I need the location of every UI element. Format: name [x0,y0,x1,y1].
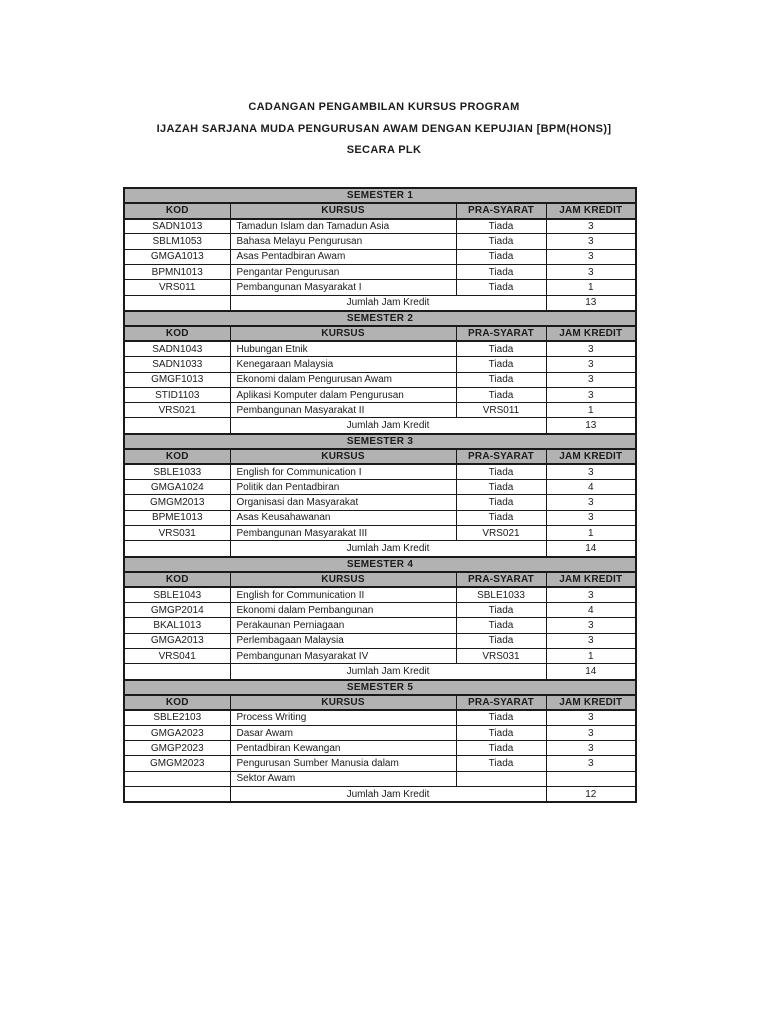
semester-header-row [124,311,636,326]
course-prerequisite: Tiada [456,603,546,618]
course-code: VRS031 [124,526,230,541]
course-credit: 3 [546,249,636,264]
total-label: Jumlah Jam Kredit [230,418,546,434]
course-name: Asas Keusahawanan [230,510,456,525]
course-credit: 3 [546,725,636,740]
semester-header-row [124,557,636,572]
course-row [124,725,636,740]
course-code: SBLM1053 [124,234,230,249]
course-prerequisite: Tiada [456,756,546,771]
course-credit: 1 [546,648,636,663]
course-row [124,771,636,786]
course-row [124,633,636,648]
column-header-row [124,326,636,341]
column-header-kod: KOD [124,695,230,710]
course-code: SADN1033 [124,357,230,372]
course-prerequisite: Tiada [456,357,546,372]
course-prerequisite: Tiada [456,219,546,234]
course-prerequisite: Tiada [456,234,546,249]
semester-title: SEMESTER 5 [124,680,636,695]
course-code: SBLE1043 [124,587,230,602]
course-name: Pembangunan Masyarakat IV [230,648,456,663]
course-row [124,648,636,663]
course-credit: 3 [546,234,636,249]
course-prerequisite: Tiada [456,725,546,740]
column-header-kursus: KURSUS [230,695,456,710]
course-row [124,264,636,279]
total-value: 12 [546,787,636,803]
course-row [124,357,636,372]
course-code: GMGA2023 [124,725,230,740]
course-credit: 3 [546,357,636,372]
course-code: SADN1013 [124,219,230,234]
course-code: SBLE1033 [124,464,230,479]
total-label: Jumlah Jam Kredit [230,787,546,803]
total-value: 14 [546,541,636,557]
column-header-kursus: KURSUS [230,203,456,218]
column-header-kursus: KURSUS [230,572,456,587]
course-code: VRS041 [124,648,230,663]
course-credit: 3 [546,341,636,356]
total-empty-cell [124,664,230,680]
total-row [124,541,636,557]
column-header-jam-kredit: JAM KREDIT [546,449,636,464]
course-row [124,480,636,495]
course-code: BPMN1013 [124,264,230,279]
column-header-row [124,572,636,587]
course-row [124,510,636,525]
course-credit [546,771,636,786]
column-header-row [124,449,636,464]
course-row [124,387,636,402]
course-row [124,234,636,249]
column-header-pra-syarat: PRA-SYARAT [456,695,546,710]
course-row [124,618,636,633]
course-row [124,495,636,510]
column-header-jam-kredit: JAM KREDIT [546,326,636,341]
column-header-jam-kredit: JAM KREDIT [546,695,636,710]
semester-title: SEMESTER 2 [124,311,636,326]
course-credit: 3 [546,464,636,479]
course-code: GMGA2013 [124,633,230,648]
course-name: Asas Pentadbiran Awam [230,249,456,264]
column-header-kursus: KURSUS [230,449,456,464]
column-header-row [124,203,636,218]
course-row [124,464,636,479]
total-empty-cell [124,295,230,311]
semester-title: SEMESTER 4 [124,557,636,572]
column-header-kod: KOD [124,203,230,218]
course-credit: 3 [546,618,636,633]
course-prerequisite: Tiada [456,280,546,295]
course-prerequisite: Tiada [456,633,546,648]
title-line-3: SECARA PLK [346,144,422,156]
course-code: SADN1043 [124,341,230,356]
course-credit: 3 [546,219,636,234]
total-empty-cell [124,418,230,434]
column-header-jam-kredit: JAM KREDIT [546,572,636,587]
column-header-kod: KOD [124,326,230,341]
course-row [124,341,636,356]
course-prerequisite: Tiada [456,741,546,756]
course-table [123,187,637,803]
column-header-pra-syarat: PRA-SYARAT [456,449,546,464]
course-code [124,771,230,786]
course-row [124,603,636,618]
course-credit: 3 [546,495,636,510]
course-name: English for Communication I [230,464,456,479]
course-prerequisite: Tiada [456,495,546,510]
course-prerequisite: VRS011 [456,403,546,418]
course-code: VRS011 [124,280,230,295]
course-row [124,741,636,756]
total-row [124,787,636,803]
course-name: English for Communication II [230,587,456,602]
course-credit: 3 [546,633,636,648]
course-name: Pengantar Pengurusan [230,264,456,279]
course-code: GMGM2023 [124,756,230,771]
course-code: GMGA1024 [124,480,230,495]
course-code: GMGA1013 [124,249,230,264]
course-code: BPME1013 [124,510,230,525]
course-name: Politik dan Pentadbiran [230,480,456,495]
column-header-kursus: KURSUS [230,326,456,341]
course-credit: 4 [546,480,636,495]
course-code: GMGM2013 [124,495,230,510]
course-credit: 3 [546,387,636,402]
course-prerequisite: VRS021 [456,526,546,541]
course-row [124,280,636,295]
course-prerequisite: Tiada [456,710,546,725]
course-prerequisite [456,771,546,786]
course-name: Process Writing [230,710,456,725]
course-row [124,372,636,387]
course-credit: 3 [546,587,636,602]
course-name: Pembangunan Masyarakat I [230,280,456,295]
course-table-body [124,188,636,802]
course-credit: 3 [546,741,636,756]
total-empty-cell [124,541,230,557]
course-name: Organisasi dan Masyarakat [230,495,456,510]
total-value: 14 [546,664,636,680]
course-row [124,249,636,264]
document-title [0,97,768,162]
course-credit: 3 [546,264,636,279]
course-prerequisite: Tiada [456,618,546,633]
total-row [124,664,636,680]
course-row [124,219,636,234]
course-credit: 3 [546,710,636,725]
course-name: Kenegaraan Malaysia [230,357,456,372]
course-prerequisite: Tiada [456,464,546,479]
course-name: Pentadbiran Kewangan [230,741,456,756]
course-prerequisite: Tiada [456,341,546,356]
course-code: GMGP2014 [124,603,230,618]
course-name: Aplikasi Komputer dalam Pengurusan [230,387,456,402]
course-prerequisite: Tiada [456,372,546,387]
course-prerequisite: Tiada [456,480,546,495]
semester-title: SEMESTER 1 [124,188,636,203]
course-name: Bahasa Melayu Pengurusan [230,234,456,249]
course-name: Sektor Awam [230,771,456,786]
title-line-2: IJAZAH SARJANA MUDA PENGURUSAN AWAM DENGAN KEPUJIAN [BPM(HONS)] [156,122,612,135]
course-name: Ekonomi dalam Pengurusan Awam [230,372,456,387]
total-empty-cell [124,787,230,803]
course-credit: 3 [546,372,636,387]
column-header-pra-syarat: PRA-SYARAT [456,203,546,218]
course-credit: 4 [546,603,636,618]
course-code: STID1103 [124,387,230,402]
course-code: VRS021 [124,403,230,418]
course-name: Perakaunan Perniagaan [230,618,456,633]
semester-header-row [124,188,636,203]
column-header-pra-syarat: PRA-SYARAT [456,572,546,587]
total-label: Jumlah Jam Kredit [230,541,546,557]
column-header-row [124,695,636,710]
total-value: 13 [546,418,636,434]
course-row [124,403,636,418]
course-prerequisite: Tiada [456,510,546,525]
total-row [124,418,636,434]
total-value: 13 [546,295,636,311]
semester-header-row [124,434,636,449]
course-prerequisite: SBLE1033 [456,587,546,602]
course-name: Dasar Awam [230,725,456,740]
course-name: Pengurusan Sumber Manusia dalam [230,756,456,771]
course-name: Perlembagaan Malaysia [230,633,456,648]
course-credit: 3 [546,756,636,771]
column-header-jam-kredit: JAM KREDIT [546,203,636,218]
total-row [124,295,636,311]
course-row [124,587,636,602]
course-code: BKAL1013 [124,618,230,633]
total-label: Jumlah Jam Kredit [230,664,546,680]
course-row [124,710,636,725]
course-prerequisite: Tiada [456,387,546,402]
course-credit: 1 [546,280,636,295]
column-header-pra-syarat: PRA-SYARAT [456,326,546,341]
course-name: Pembangunan Masyarakat II [230,403,456,418]
course-code: GMGP2023 [124,741,230,756]
semester-header-row [124,680,636,695]
course-prerequisite: Tiada [456,249,546,264]
course-row [124,756,636,771]
semester-title: SEMESTER 3 [124,434,636,449]
course-row [124,526,636,541]
column-header-kod: KOD [124,572,230,587]
course-name: Ekonomi dalam Pembangunan [230,603,456,618]
course-credit: 3 [546,510,636,525]
course-name: Tamadun Islam dan Tamadun Asia [230,219,456,234]
total-label: Jumlah Jam Kredit [230,295,546,311]
course-prerequisite: VRS031 [456,648,546,663]
course-name: Hubungan Etnik [230,341,456,356]
course-name: Pembangunan Masyarakat III [230,526,456,541]
course-prerequisite: Tiada [456,264,546,279]
column-header-kod: KOD [124,449,230,464]
course-credit: 1 [546,526,636,541]
course-credit: 1 [546,403,636,418]
course-code: SBLE2103 [124,710,230,725]
title-line-1: CADANGAN PENGAMBILAN KURSUS PROGRAM [248,101,520,113]
course-code: GMGF1013 [124,372,230,387]
